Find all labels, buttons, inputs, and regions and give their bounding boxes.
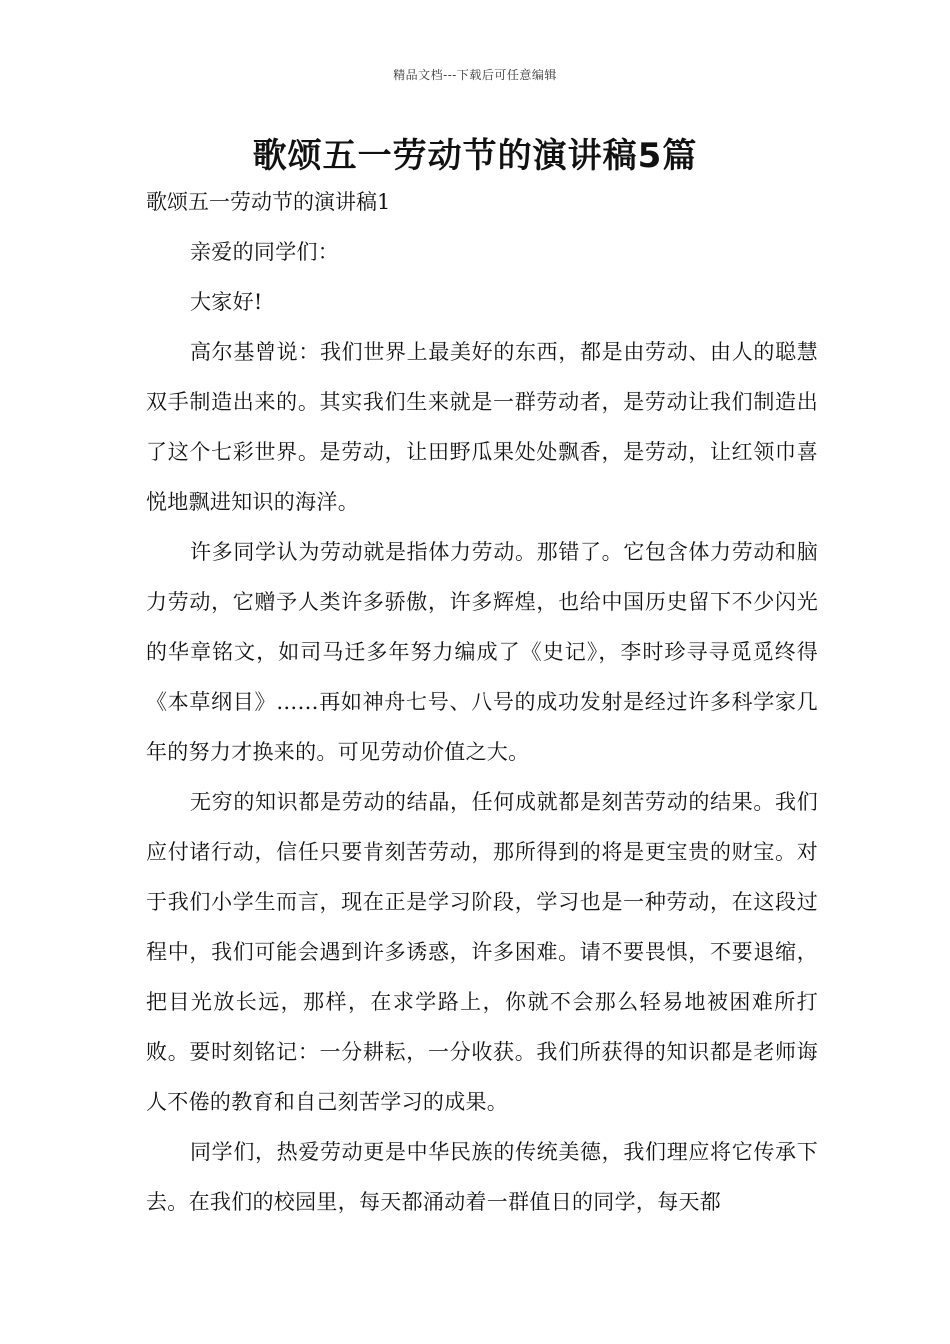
paragraph-tradition: 同学们，热爱劳动更是中华民族的传统美德，我们理应将它传承下去。在我们的校园里，每天都涌动着一群值日的同学，每天都 xyxy=(146,1140,818,1214)
header-note: 精品文档---下载后可任意编辑 xyxy=(393,68,557,82)
paragraph-knowledge: 无穷的知识都是劳动的结晶，任何成就都是刻苦劳动的结果。我们应付诸行动，信任只要肯刻苦劳动，那所得到的将是更宝贵的财宝。对于我们小学生而言，现在正是学习阶段，学习也是一种劳动，在这段过程中，我们可能会遇到许多诱惑，许多困难。请不要畏惧，不要退缩，把目光放长远，那样，在求学路上，你就不会那么轻易地被困难所打败。要时刻铭记：一分耕耘，一分收获。我们所获得的知识都是老师诲人不倦的教育和自己刻苦学习的成果。 xyxy=(146,790,818,1114)
paragraph-greeting: 亲爱的同学们： xyxy=(190,240,340,264)
paragraph-hello: 大家好! xyxy=(190,290,263,314)
paragraph-labor-types: 许多同学认为劳动就是指体力劳动。那错了。它包含体力劳动和脑力劳动，它赠予人类许多骄傲，许多辉煌，也给中国历史留下不少闪光的华章铭文，如司马迁多年努力编成了《史记》，李时珍寻寻觅觅终得《本草纲目》……再如神舟七号、八号的成功发射是经过许多科学家几年的努力才换来的。可见劳动价值之大。 xyxy=(146,540,818,764)
section-subtitle: 歌颂五一劳动节的演讲稿1 xyxy=(146,190,391,214)
body-text xyxy=(146,227,818,1227)
document-title: 歌颂五一劳动节的演讲稿5篇 xyxy=(252,136,698,176)
paragraph-gorky-quote: 高尔基曾说：我们世界上最美好的东西，都是由劳动、由人的聪慧双手制造出来的。其实我们生来就是一群劳动者，是劳动让我们制造出了这个七彩世界。是劳动，让田野瓜果处处飘香，是劳动，让红领巾喜悦地飘进知识的海洋。 xyxy=(146,340,818,514)
